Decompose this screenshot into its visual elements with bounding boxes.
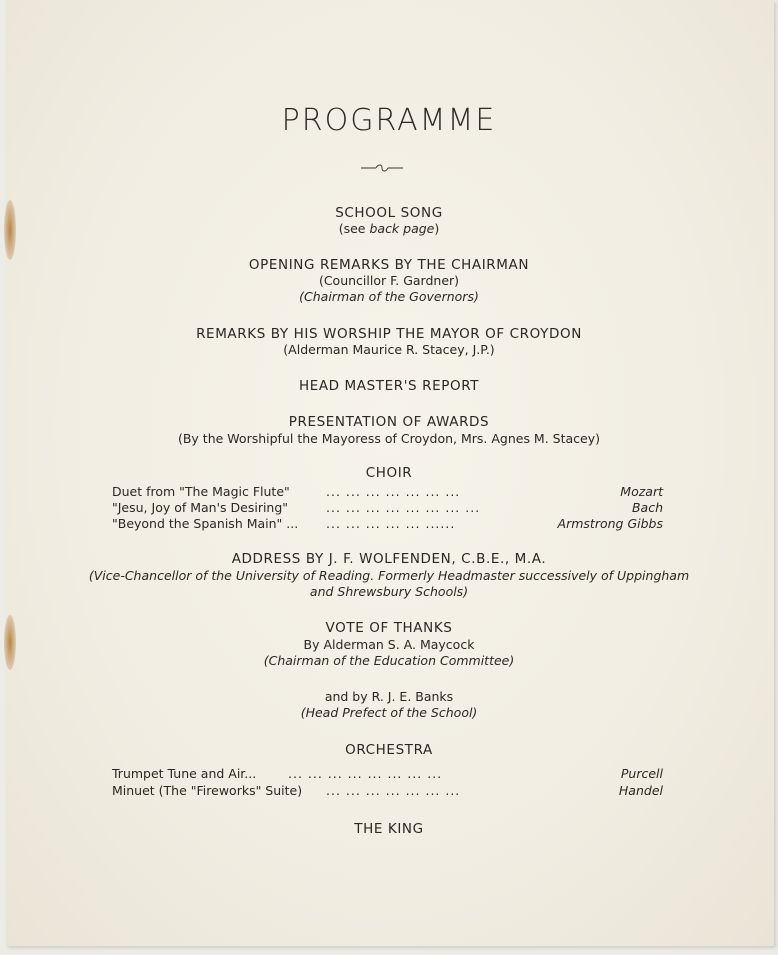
address-line: (Vice-Chancellor of the University of Reading. Formerly Headmaster successively of Uppingham <box>88 568 690 583</box>
opening-role: (Chairman of the Governors) <box>299 289 479 304</box>
leader-dots: ... ... ... ... ... ... ... ... <box>288 766 443 781</box>
note-text: ) <box>434 221 440 236</box>
composer: Mozart <box>620 484 663 499</box>
choir-heading: CHOIR <box>365 465 413 481</box>
thanks-role: (Head Prefect of the School) <box>300 705 478 720</box>
composer: Armstrong Gibbs <box>557 516 663 531</box>
leader-dots: ... ... ... ... ... ...... <box>326 516 456 531</box>
address-heading: ADDRESS BY J. F. WOLFENDEN, C.B.E., M.A. <box>231 551 547 567</box>
awards-by: (By the Worshipful the Mayoress of Croydon, Mrs. Agnes M. Stacey) <box>177 431 600 446</box>
piece-title: Trumpet Tune and Air... <box>112 766 257 781</box>
leader-dots: ... ... ... ... ... ... ... <box>326 484 461 499</box>
composer: Handel <box>618 783 663 798</box>
piece-title: Minuet (The "Fireworks" Suite) <box>112 783 303 798</box>
note-text: (see <box>338 221 370 236</box>
note-italic: back page <box>369 221 435 236</box>
composer: Bach <box>631 500 663 515</box>
programme-title: PROGRAMME <box>281 103 497 138</box>
orchestra-heading: ORCHESTRA <box>345 742 433 758</box>
mayor-name: (Alderman Maurice R. Stacey, J.P.) <box>283 342 495 357</box>
address-line: and Shrewsbury Schools) <box>309 584 469 599</box>
school-song-note <box>0 221 778 236</box>
thanks-role: (Chairman of the Education Committee) <box>263 653 515 668</box>
awards-heading: PRESENTATION OF AWARDS <box>288 414 490 430</box>
ornament-divider-icon <box>360 161 404 175</box>
head-report-heading: HEAD MASTER'S REPORT <box>298 378 480 394</box>
thanks-by: and by R. J. E. Banks <box>324 689 454 704</box>
opening-name: (Councillor F. Gardner) <box>318 273 460 288</box>
thanks-by: By Alderman S. A. Maycock <box>303 637 475 652</box>
leader-dots: ... ... ... ... ... ... ... ... <box>326 500 481 515</box>
opening-heading: OPENING REMARKS BY THE CHAIRMAN <box>248 257 530 273</box>
closing-heading: THE KING <box>354 821 424 837</box>
mayor-heading: REMARKS BY HIS WORSHIP THE MAYOR OF CROYDON <box>196 326 582 342</box>
piece-title: "Jesu, Joy of Man's Desiring" <box>112 500 289 515</box>
thanks-heading: VOTE OF THANKS <box>325 620 453 636</box>
piece-title: Duet from "The Magic Flute" <box>112 484 290 499</box>
school-song-heading: SCHOOL SONG <box>335 205 443 221</box>
leader-dots: ... ... ... ... ... ... ... <box>326 783 461 798</box>
piece-title: "Beyond the Spanish Main" ... <box>112 516 299 531</box>
composer: Purcell <box>620 766 663 781</box>
